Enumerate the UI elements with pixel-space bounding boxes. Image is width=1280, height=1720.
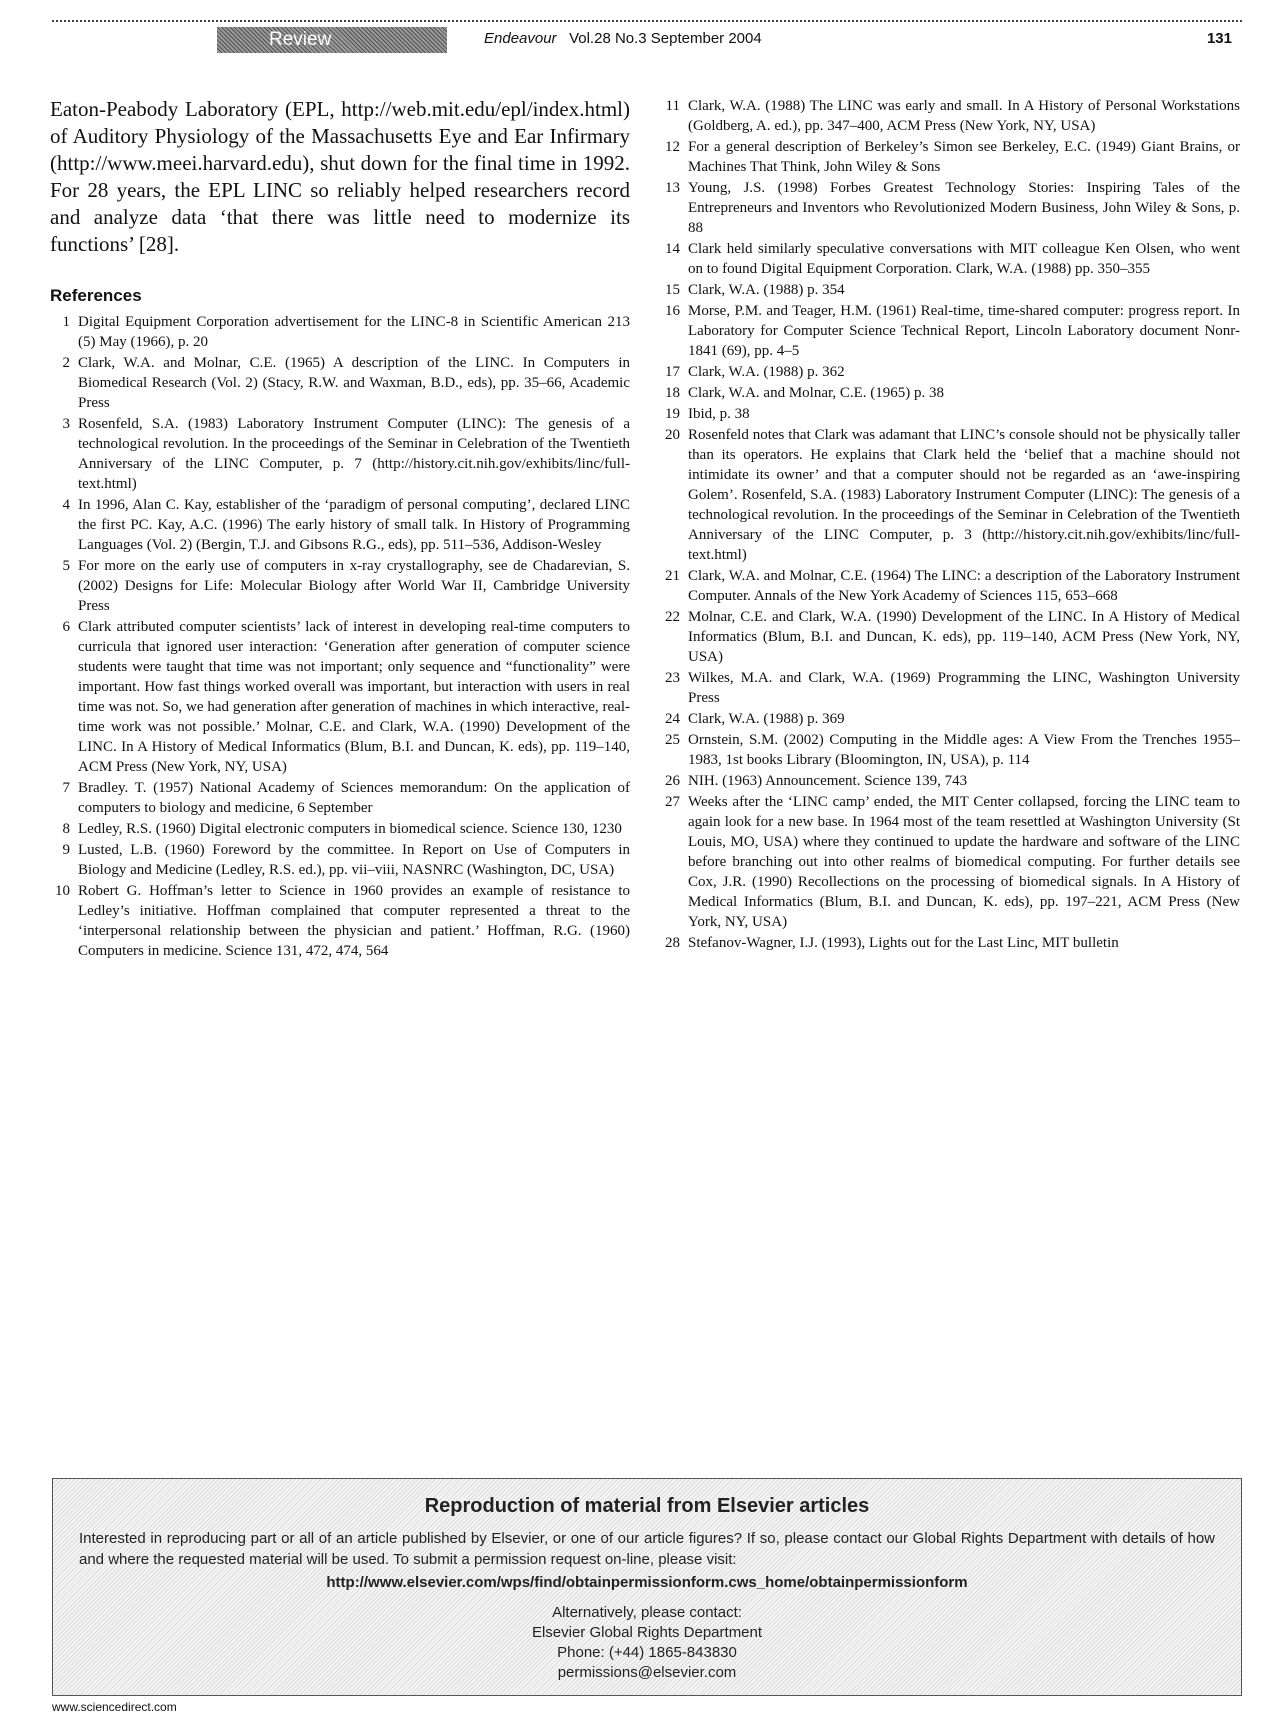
left-column	[50, 96, 630, 962]
reference-text: Clark attributed computer scientists’ lack of interest in developing real-time computers to curricula that ignored user interaction: ‘Generation after generation of computer science students were taught that time was not important; only sequence and “functionality” were important. How fast things worked overall was important, but interaction with users in real time was not. So, we had generation after generation of machines in which interactive, real-time work was not possible.’ Molnar, C.E. and Clark, W.A. (1990) Development of the LINC. In A History of Medical Informatics (Blum, B.I. and Duncan, K. eds), pp. 119–140, ACM Press (New York, NY, USA)	[78, 619, 630, 775]
reference-number: 10	[55, 883, 70, 899]
references-list-left	[50, 312, 630, 961]
reference-text: Clark, W.A. (1988) p. 354	[688, 282, 845, 298]
reference-text: Clark, W.A. and Molnar, C.E. (1965) p. 38	[688, 385, 945, 401]
reference-item	[50, 556, 630, 616]
right-column	[660, 96, 1240, 954]
reference-text: Wilkes, M.A. and Clark, W.A. (1969) Programming the LINC, Washington University Press	[688, 670, 1240, 706]
reference-number: 15	[665, 282, 680, 298]
reference-text: Ornstein, S.M. (2002) Computing in the Middle ages: A View From the Trenches 1955–1983, 1st books Library (Bloomington, IN, USA), p. 114	[688, 732, 1240, 768]
reference-item	[660, 607, 1240, 667]
reference-number: 6	[62, 619, 70, 635]
reference-text: Ledley, R.S. (1960) Digital electronic computers in biomedical science. Science 130, 1230	[78, 821, 622, 837]
reference-text: Robert G. Hoffman’s letter to Science in 1960 provides an example of resistance to Ledley’s initiative. Hoffman complained that computer represented a threat to the ‘interpersonal relationship between the physician and patient.’ Hoffman, R.G. (1960) Computers in medicine. Science 131, 472, 474, 564	[78, 883, 630, 959]
reference-text: For a general description of Berkeley’s Simon see Berkeley, E.C. (1949) Giant Brains, or Machines That Think, John Wiley & Sons	[688, 139, 1240, 175]
permissions-email[interactable]: permissions@elsevier.com	[557, 1664, 737, 1681]
reference-item	[50, 353, 630, 413]
reference-number: 9	[62, 842, 70, 858]
journal-issue: Vol.28 No.3 September 2004	[569, 30, 762, 47]
reference-text: Morse, P.M. and Teager, H.M. (1961) Real-time, time-shared computer: progress report. In Laboratory for Computer Science Technical Report, Lincoln Laboratory document Nonr-1841 (69), pp. 4–5	[688, 303, 1240, 359]
reference-number: 2	[62, 355, 70, 371]
reference-item	[660, 566, 1240, 606]
reference-item	[50, 312, 630, 352]
reference-text: Digital Equipment Corporation advertisement for the LINC-8 in Scientific American 213 (5) May (1966), p. 20	[78, 314, 630, 350]
reference-number: 21	[665, 568, 680, 584]
reference-number: 14	[665, 241, 680, 257]
reference-number: 3	[62, 416, 70, 432]
reference-number: 24	[665, 711, 680, 727]
reference-text: Rosenfeld, S.A. (1983) Laboratory Instrument Computer (LINC): The genesis of a technological revolution. In the proceedings of the Seminar in Celebration of the Twentieth Anniversary of the LINC Computer, p. 7 (http://history.cit.nih.gov/exhibits/linc/full-text.html)	[78, 416, 630, 492]
reference-text: Rosenfeld notes that Clark was adamant that LINC’s console should not be physically taller than its operators. He explains that Clark held the ‘belief that a machine should not intimidate its owner’ and that a computer should not be regarded as an ‘awe-inspiring Golem’. Rosenfeld, S.A. (1983) Laboratory Instrument Computer (LINC): The genesis of a technological revolution. In the proceedings of the Seminar in Celebration of the Twentieth Anniversary of the LINC Computer, p. 3 (http://history.cit.nih.gov/exhibits/linc/full-text.html)	[688, 427, 1240, 563]
reference-number: 18	[665, 385, 680, 401]
reference-text: Bradley. T. (1957) National Academy of Sciences memorandum: On the application of computers to biology and medicine, 6 September	[78, 780, 630, 816]
permissions-dept: Elsevier Global Rights Department	[531, 1624, 763, 1641]
reference-number: 22	[665, 609, 680, 625]
footer-site[interactable]: www.sciencedirect.com	[52, 1700, 177, 1714]
section-tag: Review	[217, 27, 447, 53]
references-heading: References	[50, 286, 142, 305]
reference-item	[660, 425, 1240, 565]
permissions-box	[52, 1478, 1242, 1696]
journal-name: Endeavour	[484, 30, 557, 47]
reference-item	[660, 771, 1240, 791]
reference-item	[660, 404, 1240, 424]
reference-number: 19	[665, 406, 680, 422]
reference-item	[660, 239, 1240, 279]
reference-number: 28	[665, 935, 680, 951]
reference-text: Clark, W.A. and Molnar, C.E. (1965) A description of the LINC. In Computers in Biomedical Research (Vol. 2) (Stacy, R.W. and Waxman, B.D., eds), pp. 35–66, Academic Press	[78, 355, 630, 411]
reference-item	[50, 495, 630, 555]
permissions-alt: Alternatively, please contact:	[552, 1604, 742, 1621]
reference-item	[660, 137, 1240, 177]
reference-item	[660, 730, 1240, 770]
reference-text: For more on the early use of computers in x-ray crystallography, see de Chadarevian, S. (2002) Designs for Life: Molecular Biology after World War II, Cambridge University Press	[78, 558, 630, 614]
permissions-phone: Phone: (+44) 1865-843830	[557, 1644, 737, 1661]
reference-text: Clark, W.A. (1988) p. 369	[688, 711, 845, 727]
reference-item	[660, 668, 1240, 708]
permissions-title: Reproduction of material from Elsevier articles	[424, 1495, 870, 1517]
reference-item	[50, 414, 630, 494]
reference-text: Molnar, C.E. and Clark, W.A. (1990) Development of the LINC. In A History of Medical Informatics (Blum, B.I. and Duncan, K. eds), pp. 119–140, ACM Press (New York, NY, USA)	[688, 609, 1240, 665]
reference-item	[50, 778, 630, 818]
reference-number: 27	[665, 794, 680, 810]
page-number: 131	[1206, 30, 1232, 47]
reference-number: 20	[665, 427, 680, 443]
reference-text: Ibid, p. 38	[688, 406, 750, 422]
reference-item	[660, 301, 1240, 361]
reference-item	[50, 840, 630, 880]
reference-number: 11	[665, 98, 680, 114]
reference-text: Clark, W.A. (1988) p. 362	[688, 364, 845, 380]
reference-number: 25	[665, 732, 680, 748]
reference-item	[50, 881, 630, 961]
reference-item	[660, 178, 1240, 238]
reference-text: Lusted, L.B. (1960) Foreword by the committee. In Report on Use of Computers in Biology and Medicine (Ledley, R.S. ed.), pp. vii–viii, NASNRC (Washington, DC, USA)	[78, 842, 630, 878]
reference-item	[660, 383, 1240, 403]
reference-text: In 1996, Alan C. Kay, establisher of the ‘paradigm of personal computing’, declared LINC the first PC. Kay, A.C. (1996) The early history of small talk. In History of Programming Languages (Vol. 2) (Bergin, T.J. and Gibsons R.G., eds), pp. 511–536, Addison-Wesley	[78, 497, 630, 553]
reference-number: 13	[665, 180, 680, 196]
reference-item	[660, 933, 1240, 953]
reference-number: 1	[62, 314, 70, 330]
reference-number: 16	[665, 303, 680, 319]
reference-number: 26	[665, 773, 680, 789]
reference-number: 5	[62, 558, 70, 574]
reference-item	[660, 362, 1240, 382]
reference-item	[50, 819, 630, 839]
permissions-url[interactable]: http://www.elsevier.com/wps/find/obtainpermissionform.cws_home/obtainpermissionform	[326, 1574, 968, 1591]
reference-number: 12	[665, 139, 680, 155]
reference-item	[660, 792, 1240, 932]
reference-number: 8	[62, 821, 70, 837]
reference-text: Clark held similarly speculative conversations with MIT colleague Ken Olsen, who went on to found Digital Equipment Corporation. Clark, W.A. (1988) pp. 350–355	[688, 241, 1240, 277]
reference-text: Young, J.S. (1998) Forbes Greatest Technology Stories: Inspiring Tales of the Entrepreneurs and Inventors who Revolutionized Modern Business, John Wiley & Sons, p. 88	[688, 180, 1240, 236]
references-list-right	[660, 96, 1240, 953]
reference-item	[660, 709, 1240, 729]
reference-item	[660, 280, 1240, 300]
reference-text: Weeks after the ‘LINC camp’ ended, the MIT Center collapsed, forcing the LINC team to again look for a new base. In 1964 most of the team resettled at Washington University (St Louis, MO, USA) where they continued to update the hardware and software of the LINC before branching out into other realms of biomedical computing. For further details see Cox, J.R. (1990) Recollections on the processing of biomedical signals. In A History of Medical Informatics (Blum, B.I. and Duncan, K. eds), pp. 197–221, ACM Press (New York, NY, USA)	[688, 794, 1240, 930]
reference-item	[50, 617, 630, 777]
reference-text: Clark, W.A. and Molnar, C.E. (1964) The LINC: a description of the Laboratory Instrument Computer. Annals of the New York Academy of Sciences 115, 653–668	[688, 568, 1240, 604]
reference-item	[660, 96, 1240, 136]
reference-number: 4	[62, 497, 70, 513]
reference-text: Clark, W.A. (1988) The LINC was early and small. In A History of Personal Workstations (Goldberg, A. ed.), pp. 347–400, ACM Press (New York, NY, USA)	[688, 98, 1240, 134]
lead-paragraph: Eaton-Peabody Laboratory (EPL, http://web.mit.edu/epl/index.html) of Auditory Physiology of the Massachusetts Eye and Ear Infirmary (http://www.meei.harvard.edu), shut down for the final time in 1992. For 28 years, the EPL LINC so reliably helped researchers record and analyze data ‘that there was little need to modernize its functions’ [28].	[50, 97, 630, 256]
page-header	[52, 20, 1242, 56]
reference-number: 23	[665, 670, 680, 686]
reference-text: Stefanov-Wagner, I.J. (1993), Lights out for the Last Linc, MIT bulletin	[688, 935, 1119, 951]
reference-number: 17	[665, 364, 680, 380]
permissions-body: Interested in reproducing part or all of an article published by Elsevier, or one of our article figures? If so, please contact our Global Rights Department with details of how and where the requested material will be used. To submit a permission request on-line, please visit:	[79, 1530, 1215, 1568]
reference-number: 7	[62, 780, 70, 796]
reference-text: NIH. (1963) Announcement. Science 139, 743	[688, 773, 968, 789]
journal-info	[484, 30, 762, 47]
